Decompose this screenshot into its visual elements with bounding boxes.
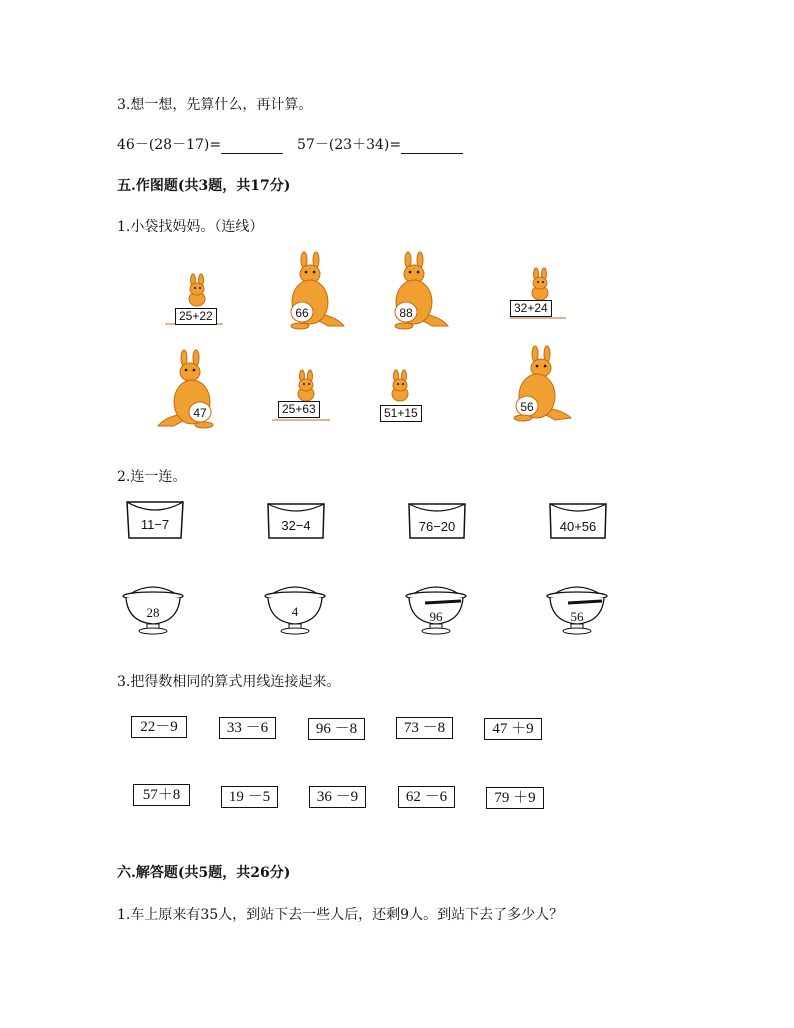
bowl-label: 56 bbox=[570, 609, 584, 624]
expression-box[interactable]: 57＋8 bbox=[133, 784, 190, 806]
bowl-3[interactable] bbox=[405, 584, 467, 636]
bowl-label: 4 bbox=[291, 604, 299, 619]
bowl-1[interactable] bbox=[122, 584, 184, 636]
envelope-4[interactable] bbox=[548, 502, 608, 540]
expression-box[interactable]: 33 －6 bbox=[219, 717, 276, 739]
baby-kangaroo-1[interactable] bbox=[165, 270, 225, 328]
expression-box[interactable]: 96 －8 bbox=[308, 718, 365, 740]
section-6-heading: 六.解答题(共5题，共26分) bbox=[117, 865, 291, 881]
word-problem-1: 1.车上原来有35人，到站下去一些人后，还剩9人。到站下去了多少人？ bbox=[117, 907, 564, 923]
mother-kangaroo-4[interactable] bbox=[505, 348, 573, 422]
bowl-label: 28 bbox=[146, 605, 160, 620]
expression-box[interactable]: 79 ＋9 bbox=[486, 787, 544, 809]
bowl-4[interactable] bbox=[546, 584, 608, 636]
kangaroo-number: 47 bbox=[193, 406, 207, 420]
expression-box[interactable]: 73 －8 bbox=[396, 717, 453, 739]
baby-kangaroo-3[interactable] bbox=[272, 370, 332, 424]
expression-box[interactable]: 36 －9 bbox=[309, 786, 366, 808]
section-5-heading: 五.作图题(共3题，共17分) bbox=[117, 178, 291, 194]
mother-kangaroo-1[interactable] bbox=[278, 254, 346, 328]
expression-box[interactable]: 47 ＋9 bbox=[484, 718, 542, 740]
envelope-2[interactable] bbox=[266, 502, 326, 540]
bowl-2[interactable] bbox=[264, 584, 326, 636]
kangaroo-label-box: 25+22 bbox=[175, 308, 217, 325]
q2-title: 2.连一连。 bbox=[117, 469, 187, 485]
calc-expression-2-text: 57－(23＋34)= bbox=[297, 137, 402, 153]
q3-title: 3.把得数相同的算式用线连接起来。 bbox=[117, 674, 341, 690]
baby-kangaroo-2[interactable] bbox=[508, 266, 568, 322]
baby-kangaroo-4[interactable] bbox=[378, 372, 434, 426]
calc-expression-2 bbox=[297, 134, 463, 154]
answer-blank-2[interactable] bbox=[401, 139, 463, 154]
mother-kangaroo-3[interactable] bbox=[158, 352, 226, 428]
envelope-3[interactable] bbox=[407, 502, 467, 540]
expression-box[interactable]: 22－9 bbox=[131, 716, 187, 738]
kangaroo-label-box: 25+63 bbox=[278, 401, 320, 418]
envelope-label: 40+56 bbox=[559, 519, 597, 534]
mother-kangaroo-2[interactable] bbox=[382, 254, 450, 328]
q3-calc-title: 3.想一想，先算什么，再计算。 bbox=[117, 97, 313, 113]
kangaroo-label-box: 51+15 bbox=[380, 405, 422, 422]
expression-box[interactable]: 62 －6 bbox=[398, 786, 455, 808]
calc-expression-1 bbox=[117, 134, 283, 154]
kangaroo-number: 56 bbox=[520, 400, 534, 414]
q1-title: 1.小袋找妈妈。（连线） bbox=[117, 219, 264, 235]
envelope-1[interactable] bbox=[125, 500, 185, 540]
bowl-label: 96 bbox=[429, 609, 443, 624]
envelope-label: 76−20 bbox=[418, 519, 456, 534]
expression-box[interactable]: 19 －5 bbox=[221, 786, 278, 808]
kangaroo-number: 88 bbox=[399, 306, 413, 320]
envelope-label: 11−7 bbox=[140, 517, 170, 532]
kangaroo-label-box: 32+24 bbox=[510, 300, 552, 317]
kangaroo-number: 66 bbox=[295, 306, 309, 320]
envelope-label: 32−4 bbox=[281, 518, 311, 533]
calc-expression-1-text: 46－(28－17)= bbox=[117, 137, 222, 153]
answer-blank-1[interactable] bbox=[221, 139, 283, 154]
